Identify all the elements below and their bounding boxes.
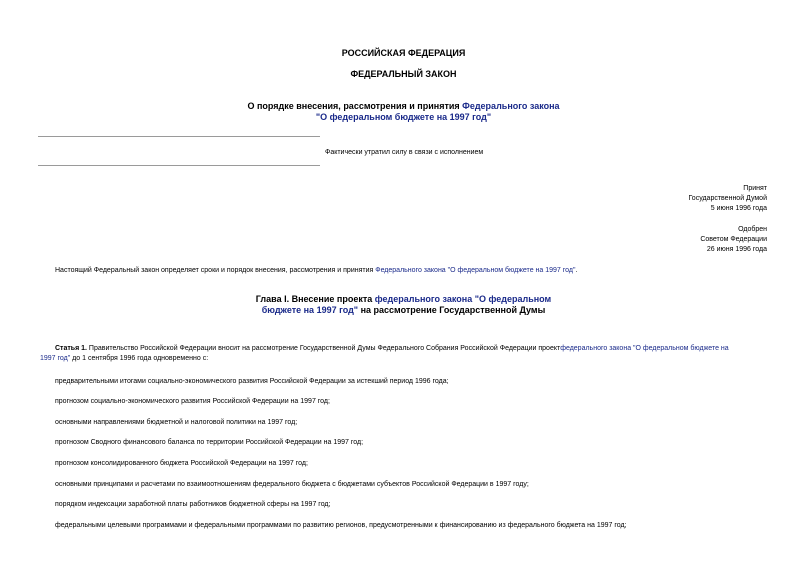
- list-item: предварительными итогами социально-экономического развития Российской Федерации за истекший период 1996 года;: [55, 378, 449, 385]
- divider-bottom: [38, 165, 320, 166]
- article-1-law-link-continued[interactable]: 1997 год": [40, 355, 71, 362]
- list-item: порядком индексации заработной платы работников бюджетной сферы на 1997 год;: [55, 501, 331, 508]
- chapter-heading: [0, 294, 807, 316]
- list-item: основными направлениями бюджетной и налоговой политики на 1997 год;: [55, 419, 298, 426]
- list-item: федеральными целевыми программами и федеральными программами по развитию регионов, предусмотренными к финансированию из федерального бюджета на 1997 год;: [55, 522, 627, 529]
- chapter-law-link-continued[interactable]: бюджете на 1997 год": [261, 305, 359, 315]
- document-type-heading: ФЕДЕРАЛЬНЫЙ ЗАКОН: [350, 69, 457, 79]
- article-1-law-link[interactable]: федерального закона "О федеральном бюджете на: [560, 345, 729, 352]
- status-note: Фактически утратил силу в связи с исполнением: [325, 149, 484, 156]
- list-item: основными принципами и расчетами по взаимоотношениям федерального бюджета с бюджетами субъектов Российской Федерации в 1997 году;: [55, 481, 529, 488]
- country-heading: РОССИЙСКАЯ ФЕДЕРАЦИЯ: [341, 48, 466, 58]
- preamble-law-link[interactable]: Федерального закона "О федеральном бюджете на 1997 год": [375, 267, 576, 274]
- law-title-link-continued[interactable]: "О федеральном бюджете на 1997 год": [315, 112, 492, 122]
- approved-line: 26 июня 1996 года: [706, 246, 767, 253]
- preamble: [55, 266, 785, 276]
- law-title: [0, 101, 807, 123]
- article-1-text-end: до 1 сентября 1996 года одновременно с:: [70, 355, 209, 362]
- chapter-prefix: Глава I. Внесение проекта: [255, 294, 375, 304]
- preamble-end: .: [575, 267, 578, 274]
- adoption-accepted: [567, 184, 767, 214]
- list-item: прогнозом социально-экономического развития Российской Федерации на 1997 год;: [55, 398, 330, 405]
- approved-line: Советом Федерации: [700, 236, 767, 243]
- accepted-line: Государственной Думой: [688, 195, 767, 202]
- article-1-text: Правительство Российской Федерации вносит на рассмотрение Государственной Думы Федерального Собрания Российской Федерации проект: [86, 345, 561, 352]
- list-item: прогнозом консолидированного бюджета Российской Федерации на 1997 год;: [55, 460, 308, 467]
- article-1-label: Статья 1.: [55, 345, 87, 352]
- adoption-approved: [567, 225, 767, 255]
- chapter-law-link[interactable]: федерального закона "О федеральном: [374, 294, 552, 304]
- preamble-text: Настоящий Федеральный закон определяет сроки и порядок внесения, рассмотрения и принятия: [55, 267, 376, 274]
- law-title-link[interactable]: Федерального закона: [462, 101, 560, 111]
- article-1: [40, 344, 770, 364]
- chapter-suffix: на рассмотрение Государственной Думы: [358, 305, 546, 315]
- accepted-line: 5 июня 1996 года: [710, 205, 767, 212]
- divider-top: [38, 136, 320, 137]
- approved-line: Одобрен: [738, 226, 767, 233]
- law-title-text: О порядке внесения, рассмотрения и принятия: [247, 101, 463, 111]
- list-item: прогнозом Сводного финансового баланса по территории Российской Федерации на 1997 год;: [55, 439, 364, 446]
- accepted-line: Принят: [743, 185, 767, 192]
